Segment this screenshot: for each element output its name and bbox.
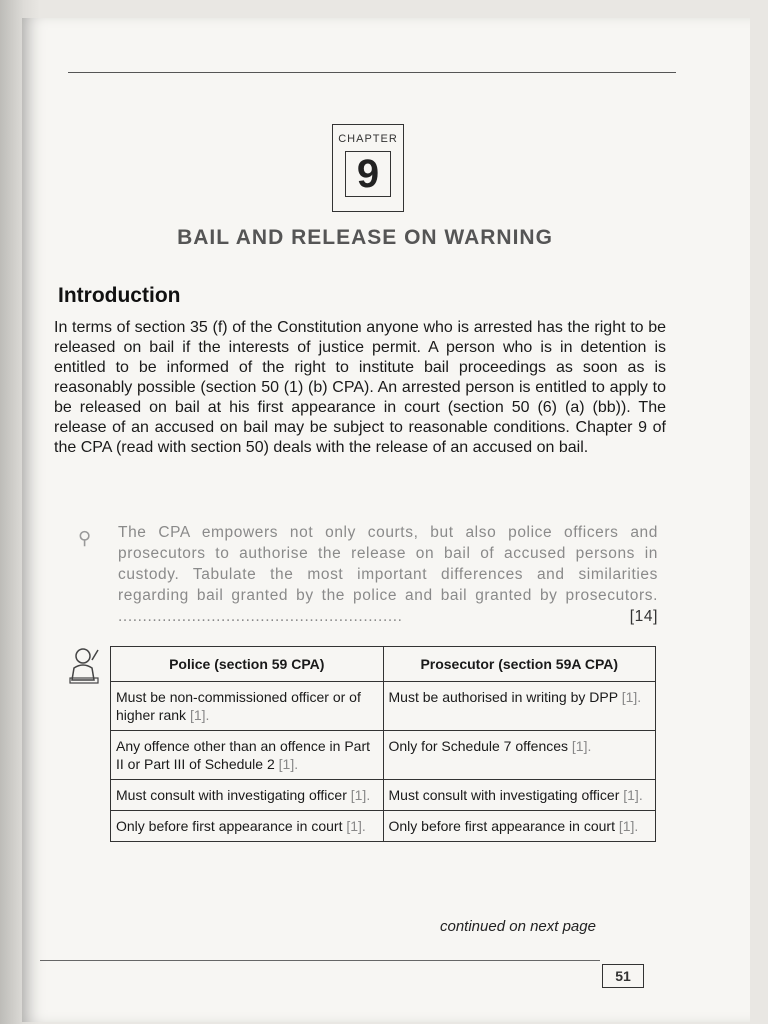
prosecutor-cell	[383, 731, 656, 780]
mark-allocation: [1].	[346, 818, 366, 834]
column-header-police: Police (section 59 CPA)	[111, 647, 384, 682]
prosecutor-cell	[383, 811, 656, 842]
question-icon: ⚲	[78, 528, 92, 548]
cell-text: Only before first appearance in court	[388, 818, 615, 834]
cell-text: Must consult with investigating officer	[388, 787, 620, 803]
cell-text: Must be non-commissioned officer or of higher rank	[116, 689, 361, 723]
table-row	[111, 682, 656, 731]
cell-text: Any offence other than an offence in Part II or Part III of Schedule 2	[116, 738, 370, 772]
table-row	[111, 731, 656, 780]
continued-note: continued on next page	[440, 918, 596, 935]
column-header-prosecutor: Prosecutor (section 59A CPA)	[383, 647, 656, 682]
police-cell	[111, 731, 384, 780]
table-header-row	[111, 647, 656, 682]
police-cell	[111, 811, 384, 842]
chapter-badge	[332, 124, 404, 212]
question-block	[118, 522, 658, 627]
intro-paragraph: In terms of section 35 (f) of the Constitution anyone who is arrested has the right to be released on bail if the interests of justice permit. A person who is in detention is entitled to be informed of the right to institute bail proceedings as soon as is reasonably possible (section 50 (1) (b) CPA). An arrested person is entitled to apply to be released on bail at his first appearance in court (section 50 (6) (a) (bb)). The release of an accused on bail may be subject to reasonable conditions. Chapter 9 of the CPA (read with section 50) deals with the release of an accused on bail.	[54, 319, 666, 456]
table-row	[111, 780, 656, 811]
prosecutor-cell	[383, 682, 656, 731]
mark-allocation: [1].	[189, 707, 210, 723]
mark-allocation: [1].	[350, 787, 371, 803]
cell-text: Must be authorised in writing by DPP	[388, 689, 618, 705]
question-text: The CPA empowers not only courts, but also police officers and prosecutors to authorise the release on bail of accused persons in custody. Tabulate the most important differences and similarities regarding bail granted by the police and bail granted by prosecutors. ..........................................................	[118, 524, 658, 625]
mark-allocation: [1].	[278, 756, 299, 772]
mark-allocation: [1].	[571, 738, 592, 754]
police-cell	[111, 682, 384, 731]
mark-allocation: [1].	[623, 787, 643, 803]
chapter-title: BAIL AND RELEASE ON WARNING	[177, 226, 553, 249]
table-row	[111, 811, 656, 842]
prosecutor-cell	[383, 780, 656, 811]
police-cell	[111, 780, 384, 811]
question-marks: [14]	[629, 608, 658, 625]
chapter-number: 9	[345, 151, 391, 197]
page-number: 51	[602, 964, 644, 988]
cell-text: Must consult with investigating officer	[116, 787, 347, 803]
cell-text: Only for Schedule 7 offences	[388, 738, 569, 754]
chapter-label: CHAPTER	[338, 133, 398, 145]
footer-divider	[40, 960, 600, 961]
header-divider	[68, 72, 676, 73]
mark-allocation: [1].	[618, 818, 639, 834]
bail-comparison-table	[110, 646, 656, 842]
student-writing-icon	[68, 646, 102, 686]
cell-text: Only before first appearance in court	[116, 818, 343, 834]
section-heading: Introduction	[58, 284, 181, 307]
mark-allocation: [1].	[621, 689, 642, 705]
